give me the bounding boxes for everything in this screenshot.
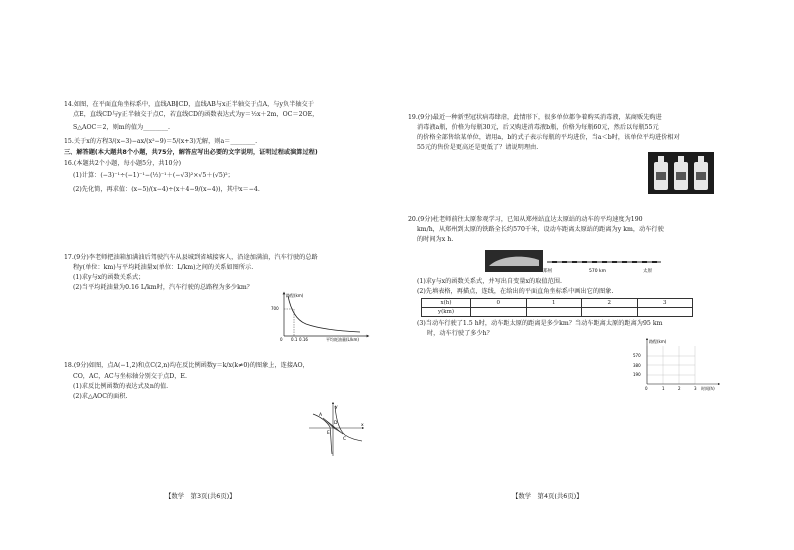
fig20-ytick-190: 190 — [633, 372, 641, 377]
table-row — [422, 299, 693, 308]
q20-part3-line2: 时，动车行驶了多少h？ — [427, 330, 493, 337]
q20-line3: 的时间为x h. — [417, 236, 454, 243]
value-table — [421, 298, 693, 317]
q17-figure — [268, 290, 372, 345]
q18-figure — [305, 400, 367, 460]
disinfectant-bottles-photo — [648, 152, 714, 194]
q19-line1: 19.(9分)最近一种新型冠状病毒肆虐，此情形下，很多单位都争着购买消毒液，某商贩先购进 — [408, 114, 662, 121]
table-head-y: y(km) — [422, 308, 471, 317]
fig18-label-a: A — [319, 413, 323, 418]
q20-line1: 20.(9分)杜老师前往太原参观学习，已知从郑州站直达太原站的动车的平均速度为190 — [408, 216, 643, 223]
q19-line2: 消毒液a瓶，价格为每瓶30元，后又购进消毒液b瓶，价格为每瓶60元，然后以每瓶55元 — [417, 124, 659, 131]
q20-part3-line1: (3)当动车行驶了1.5 h时，动车距太原的距离是多少km？当动车距离太原的距离为95 km — [417, 320, 663, 327]
fig17-ylabel: 路程(km) — [286, 293, 304, 298]
footer-right: 【数学 第4页(共6页)】 — [512, 492, 583, 500]
fig20-xtick-3: 3 — [694, 386, 697, 391]
table-cell-blank[interactable] — [637, 308, 693, 317]
q19-line3: 的价格全部售给某单位，请用a，b的式子表示每瓶的平均进价，当a＜b时，该单位平均进价相对 — [417, 134, 680, 141]
fig17-curve — [288, 296, 360, 332]
q20-part2: (2)先填表格，再描点，连线，在给出的平面直角坐标系中画出它的图象. — [417, 288, 614, 295]
fig18-label-y: y — [335, 405, 338, 410]
fig17-xtick-0: 0 — [280, 337, 283, 342]
table-cell-blank[interactable] — [582, 308, 638, 317]
q18-line1: 18.(9分)如图，点A(−1,2)和点C(2,n)均在反比例函数y＝k/x(k≠0)的图象上，连接AO， — [64, 362, 309, 369]
fig17-xlabel: 平均耗油量(L/km) — [326, 337, 359, 342]
fig20-ylabel: 路程(km) — [649, 339, 667, 344]
q16-line1: 16.(本题共2个小题，每小题5分，共10分) — [64, 160, 182, 167]
q18-line4: (2)求△AOC的面积. — [73, 393, 128, 400]
fig20-xlabel: 时间(h) — [701, 386, 715, 391]
map-label-taiyuan: 太原 — [643, 269, 652, 274]
zhengzhou-taiyuan-map — [485, 248, 665, 276]
q15: 15.关于x的方程3/(x−3)−ax/(x²−9)＝5/(x+3)无解，则a＝________. — [64, 138, 258, 145]
q17-line4: (2)当平均耗油量为0.16 L/km时，汽车行驶的总路程为多少km？ — [73, 284, 253, 291]
table-row — [422, 308, 693, 317]
q18-line3: (1)求反比例函数的表达式及n的值. — [73, 383, 169, 390]
q20-line2: km/h，从郑州到太原的铁路全长约570千米，设动车距离太原站的距离为y km，动车行驶 — [417, 226, 664, 233]
q18-line2: CO，AC，AC与坐标轴分别交于点D，E. — [73, 373, 187, 380]
fig20-ytick-380: 380 — [633, 363, 641, 368]
q17-line1: 17.(9分)李老师把油箱加满油后驾驶汽车从县城到省城接客人，沿途加满油，汽车行驶的总路 — [64, 254, 318, 261]
fig17-ytick: 700 — [271, 306, 279, 311]
section-header: 三、解答题(本大题共8个小题，共75分，解答应写出必要的文字说明，证明过程或演算过程) — [64, 149, 318, 156]
fig20-ytick-570: 570 — [633, 353, 641, 358]
table-cell-blank[interactable] — [526, 308, 582, 317]
map-distance: 570 km — [589, 269, 607, 274]
map-label-zhengzhou: 郑州 — [543, 269, 552, 274]
q14-line3: S△AOC＝2，则m的值为________. — [73, 124, 170, 131]
table-cell: 3 — [637, 299, 693, 308]
q20-part1: (1)求y与x的函数关系式，并写出自变量x的取值范围. — [417, 278, 562, 285]
fig18-label-e: E — [327, 431, 330, 436]
fig18-label-d: D — [334, 421, 338, 426]
q14-line1: 14.如图，在平面直角坐标系中，直线AB∥CD，直线AB与x正半轴交于点A，与y负半轴交于 — [64, 101, 314, 108]
fig20-xtick-0: 0 — [645, 386, 648, 391]
q19-line4: 55元的售价是更高还是更低了？请说明理由. — [417, 144, 539, 151]
table-cell-blank[interactable] — [471, 308, 527, 317]
fig20-xtick-1: 1 — [662, 386, 665, 391]
q17-line2: 程y(单位：km)与平均耗油量x(单位：L/km)之间的关系如图所示. — [73, 264, 254, 271]
q17-line3: (1)求y与x的函数关系式； — [73, 274, 145, 281]
table-head-x: x(h) — [422, 299, 471, 308]
q20-grid-figure — [627, 336, 725, 396]
q16-line3: (2)先化简，再求值：(x−5)/(x−4)÷(x＋4−9/(x−4))，其中x＝−4. — [73, 186, 260, 193]
fig18-label-c: C — [343, 437, 347, 442]
footer-left: 【数学 第3页(共6页)】 — [165, 492, 236, 500]
fig17-xtick-1: 0.1 — [291, 337, 298, 342]
fig20-grid — [647, 346, 695, 384]
table-cell: 0 — [471, 299, 527, 308]
q16-line2: (1)计算：(−3)⁻¹÷(−1)⁻¹−(½)⁻¹＋(−√3)²×√5＋(√5)²； — [73, 172, 234, 179]
fig18-label-x: x — [361, 423, 364, 428]
table-cell: 2 — [582, 299, 638, 308]
fig17-xtick-2: 0.16 — [299, 337, 308, 342]
exam-page-right — [397, 0, 794, 550]
fig20-xtick-2: 2 — [678, 386, 681, 391]
table-cell: 1 — [526, 299, 582, 308]
q14-line2: 点E，直线CD与y正半轴交于点C，若直线CD的函数表达式为y＝½x＋2m，OC＝2OE， — [73, 111, 319, 118]
fig18-curve-right — [335, 406, 362, 441]
